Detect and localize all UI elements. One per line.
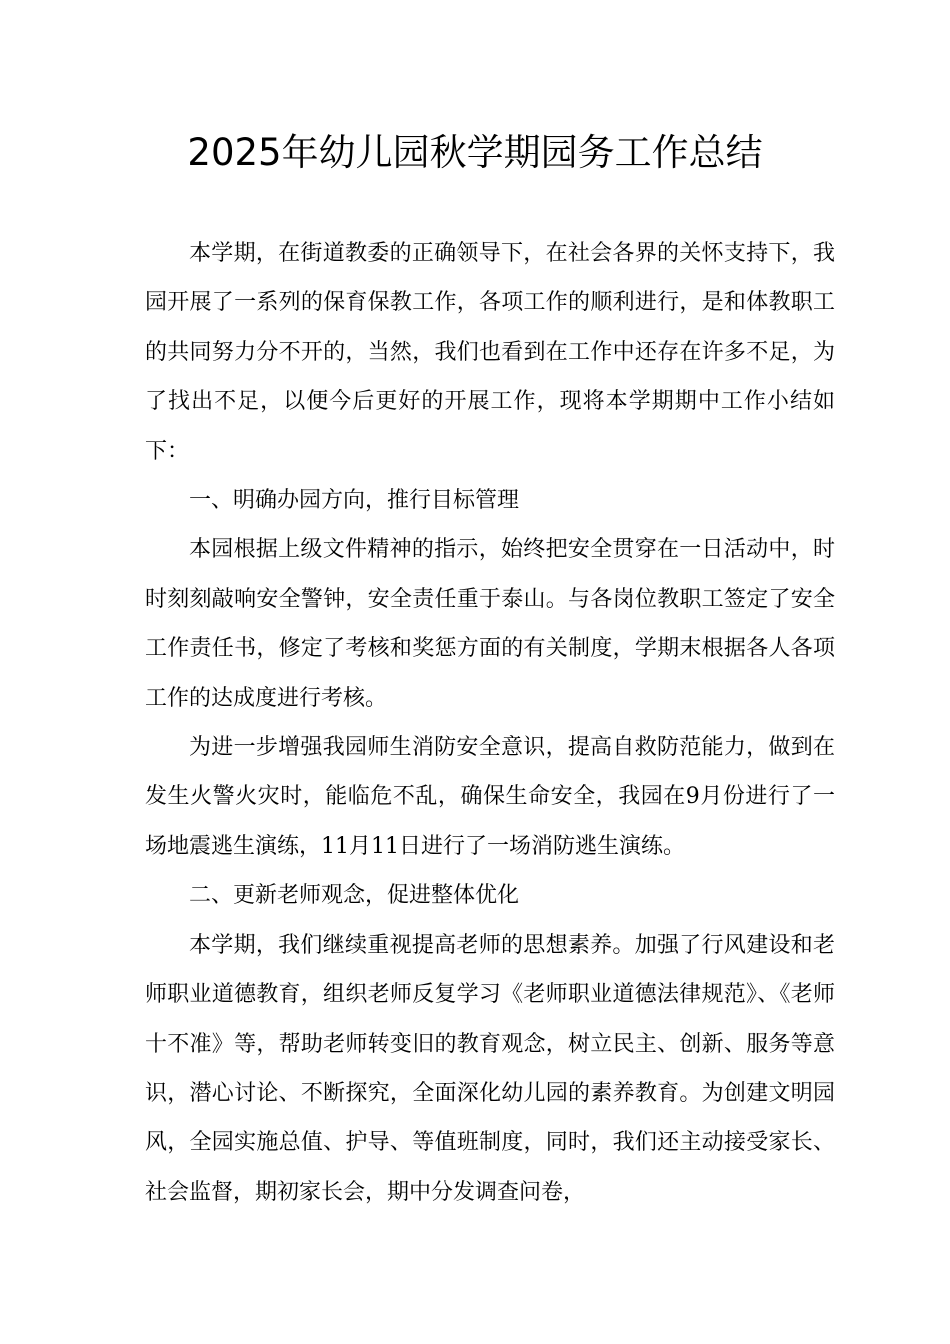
document-title: 2025年幼儿园秋学期园务工作总结: [187, 131, 763, 174]
section-heading-1: 一、明确办园方向，推行目标管理: [189, 488, 520, 514]
document-body: [145, 229, 835, 1217]
paragraph-teacher-ethics: 本学期，我们继续重视提高老师的思想素养。加强了行风建设和老师职业道德教育，组织老师反复学习《老师职业道德法律规范》、《老师十不准》等，帮助老师转变旧的教育观念，树立民主、创新、服务等意识，潜心讨论、不断探究，全面深化幼儿园的素养教育。为创建文明园风，全园实施总值、护导、等值班制度，同时，我们还主动接受家长、社会监督，期初家长会，期中分发调查问卷，: [145, 932, 835, 1205]
paragraph-intro: 本学期，在街道教委的正确领导下，在社会各界的关怀支持下，我园开展了一系列的保育保教工作，各项工作的顺利进行，是和体教职工的共同努力分不开的，当然，我们也看到在工作中还存在许多不足，为了找出不足，以便今后更好的开展工作，现将本学期期中工作小结如下：: [145, 241, 835, 464]
paragraph-safety-responsibility: 本园根据上级文件精神的指示，始终把安全贯穿在一日活动中，时时刻刻敲响安全警钟，安全责任重于泰山。与各岗位教职工签定了安全工作责任书，修定了考核和奖惩方面的有关制度，学期末根据各人各项工作的达成度进行考核。: [145, 537, 835, 711]
section-heading-2: 二、更新老师观念，促进整体优化: [189, 883, 520, 909]
paragraph-fire-drill: 为进一步增强我园师生消防安全意识，提高自救防范能力，做到在发生火警火灾时，能临危不乱，确保生命安全，我园在9月份进行了一场地震逃生演练，11月11日进行了一场消防逃生演练。: [145, 735, 835, 859]
